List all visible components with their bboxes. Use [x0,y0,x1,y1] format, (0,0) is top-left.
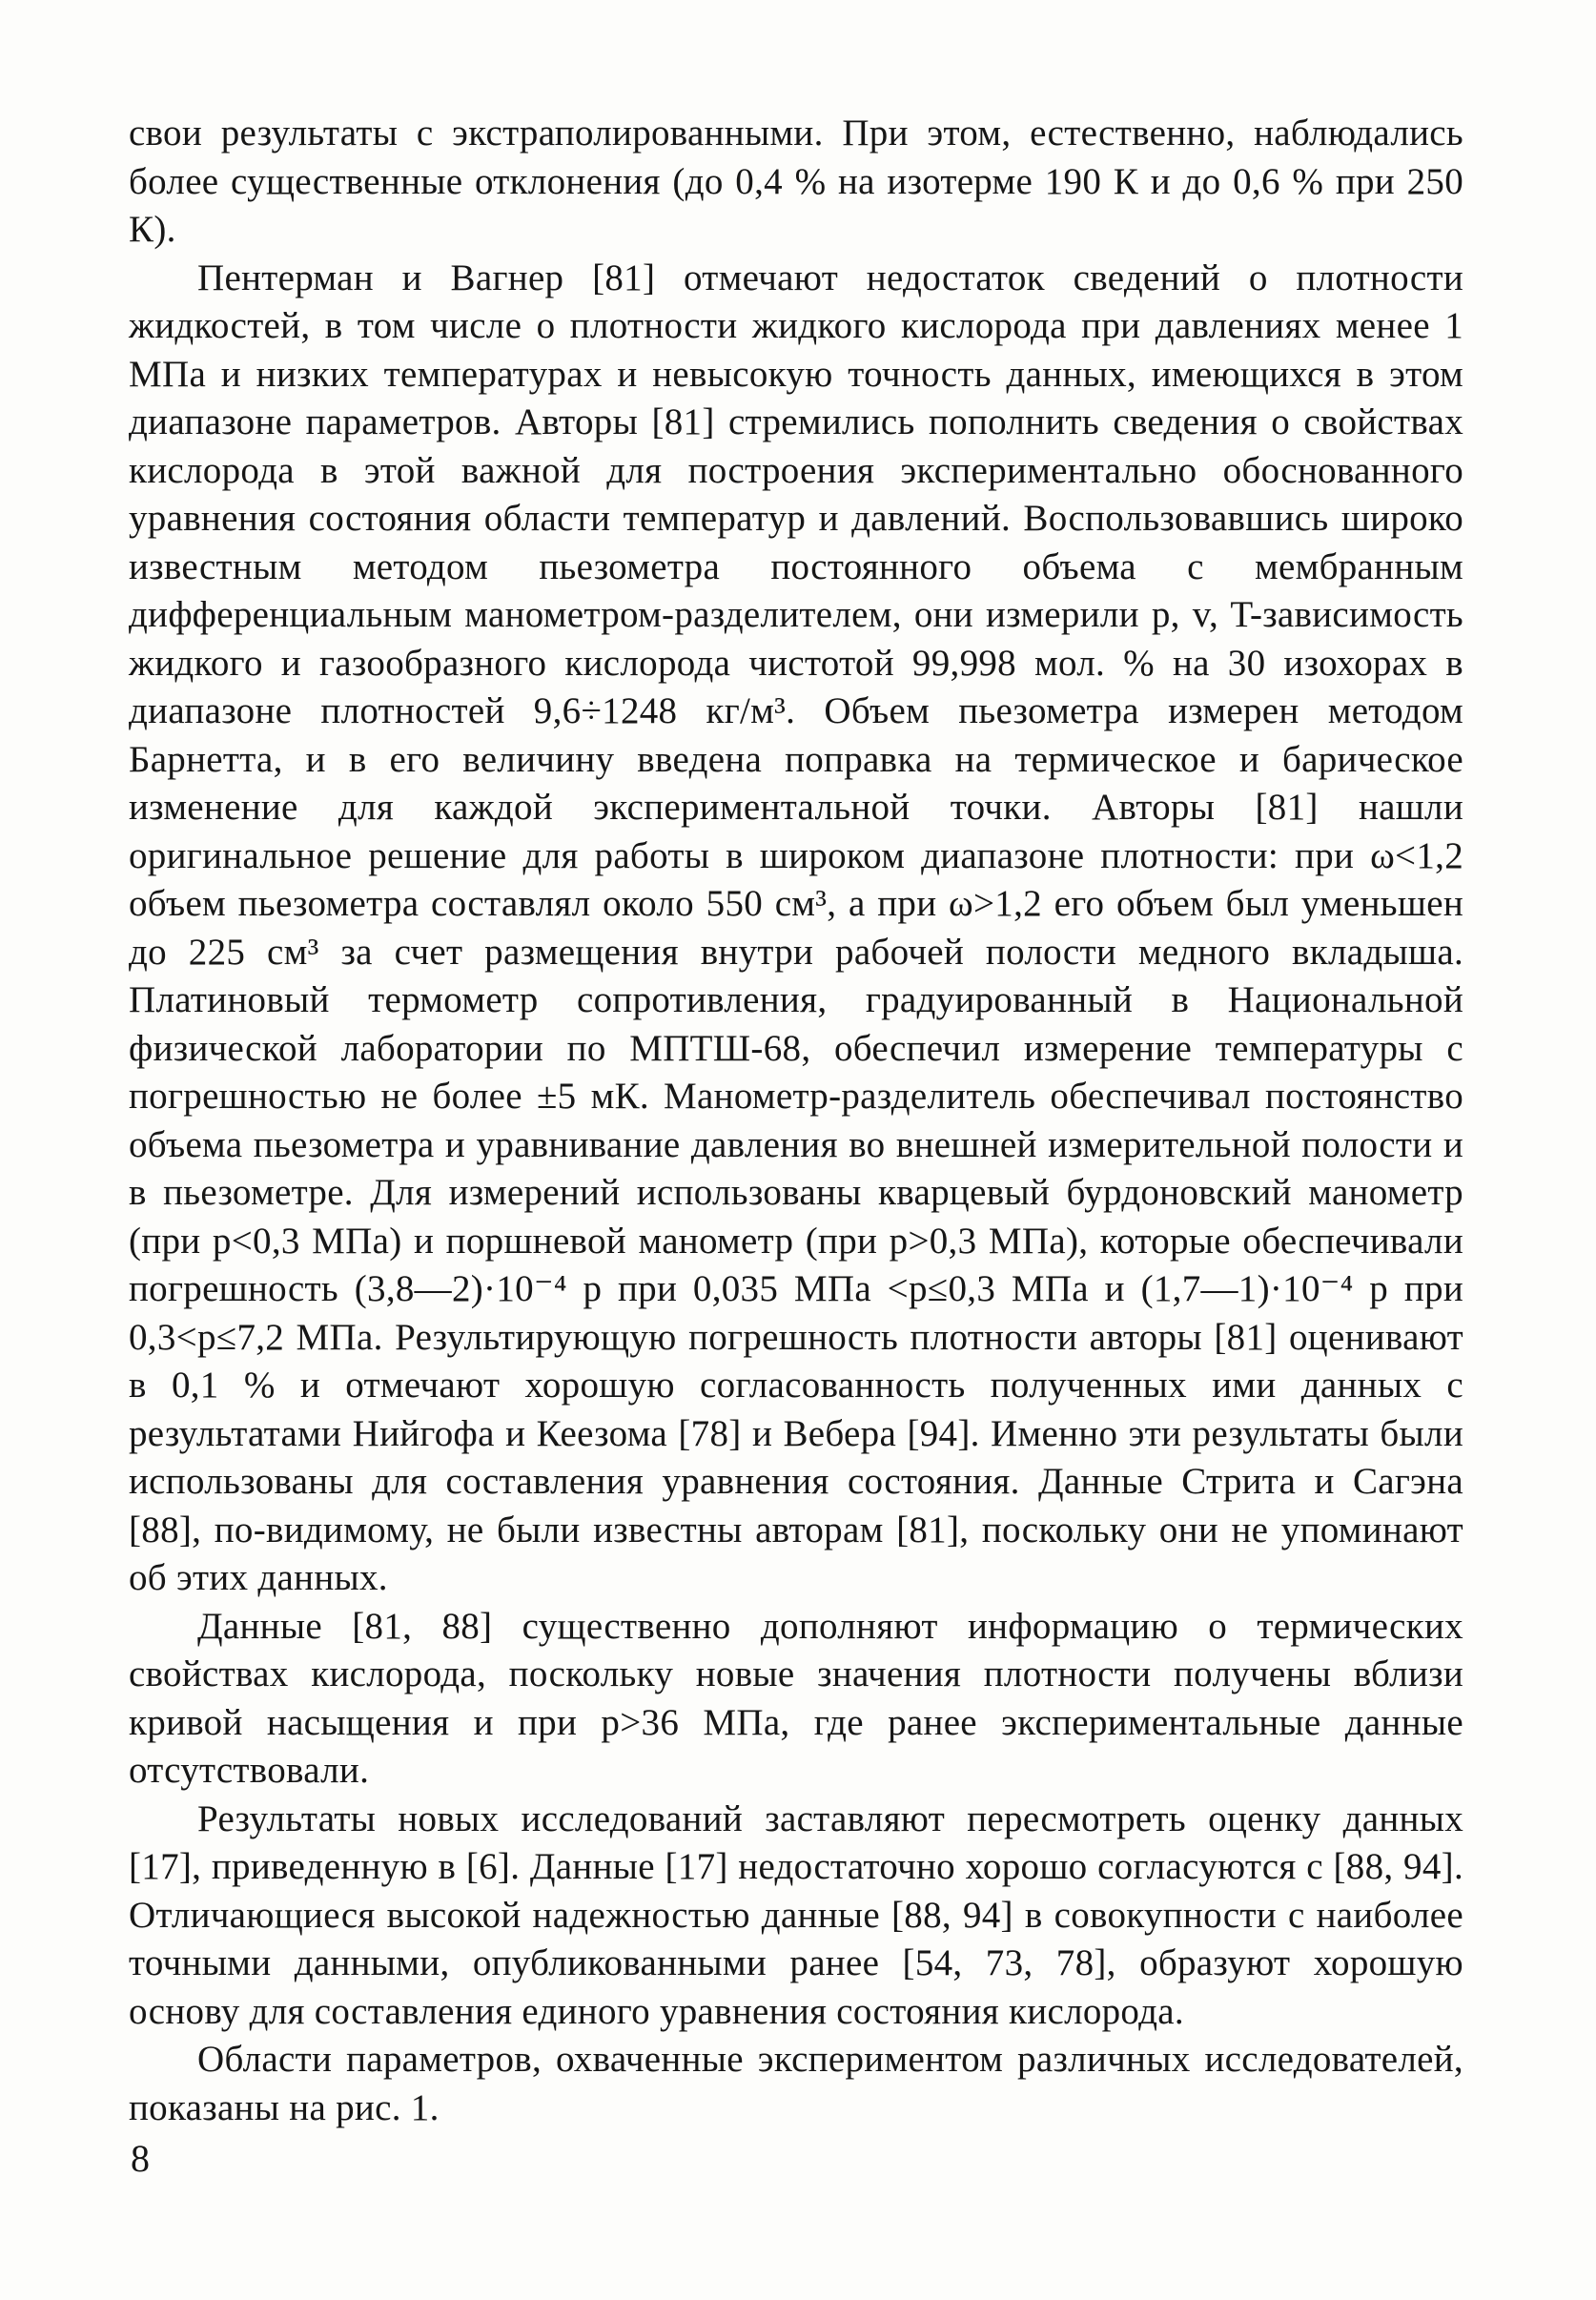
body-text [129,110,1463,2132]
page-number: 8 [131,2137,150,2180]
paragraph-continuation: свои результаты с экстраполированными. При этом, естественно, наблюдались более существенные отклонения (до 0,4 % на изотерме 190 К и до 0,6 % при 250 К). [129,113,1463,250]
paragraph-new-results: Результаты новых исследований заставляют пересмотреть оценку данных [17], приведенную в [6]. Данные [17] недостаточно хорошо согласуются с [88, 94]. Отличающиеся высокой надежностью данные [88, 94] в совокупности с наиболее точными данными, опубликованными ранее [54, 73, 78], образуют хорошую основу для составления единого уравнения состояния кислорода. [129,1797,1463,2032]
paragraph-penterman-wagner: Пентерман и Вагнер [81] отмечают недостаток сведений о плотности жидкостей, в том числе о плотности жидкого кислорода при давлениях менее 1 МПа и низких температурах и невысокую точность данных, имеющихся в этом диапазоне параметров. Авторы [81] стремились пополнить сведения о свойствах кислорода в этой важной для построения экспериментально обоснованного уравнения состояния области температур и давлений. Воспользовавшись широко известным методом пьезометра постоянного объема с мембранным дифференциальным манометром-разделителем, они измерили p, v, T-зависимость жидкого и газообразного кислорода чистотой 99,998 мол. % на 30 изохорах в диапазоне плотностей 9,6÷1248 кг/м³. Объем пьезометра измерен методом Барнетта, и в его величину введена поправка на термическое и барическое изменение для каждой экспериментальной точки. Авторы [81] нашли оригинальное решение для работы в широком диапазоне плотности: при ω<1,2 объем пьезометра составлял около 550 см³, а при ω>1,2 его объем был уменьшен до 225 см³ за счет размещения внутри рабочей полости медного вкладыша. Платиновый термометр сопротивления, градуированный в Национальной физической лаборатории по МПТШ-68, обеспечил измерение температуры с погрешностью не более ±5 мК. Манометр-разделитель обеспечивал постоянство объема пьезометра и уравнивание давления во внешней измерительной полости и в пьезометре. Для измерений использованы кварцевый бурдоновский манометр (при p<0,3 МПа) и поршневой манометр (при p>0,3 МПа), которые обеспечивали погрешность (3,8—2)·10⁻⁴ p при 0,035 МПа <p≤0,3 МПа и (1,7—1)·10⁻⁴ p при 0,3<p≤7,2 МПа. Результирующую погрешность плотности авторы [81] оценивают в 0,1 % и отмечают хорошую согласованность полученных ими данных с результатами Нийгофа и Кеезома [78] и Вебера [94]. Именно эти результаты были использованы для составления уравнения состояния. Данные Стрита и Сагэна [88], по-видимому, не были известны авторам [81], поскольку они не упоминают об этих данных. [129,257,1463,1598]
paragraph-data-supplement: Данные [81, 88] существенно дополняют информацию о термических свойствах кислорода, поскольку новые значения плотности получены вблизи кривой насыщения и при p>36 МПа, где ранее экспериментальные данные отсутствовали. [129,1605,1463,1791]
paragraph-parameter-regions: Области параметров, охваченные экспериментом различных исследователей, показаны на рис. 1. [129,2039,1463,2128]
